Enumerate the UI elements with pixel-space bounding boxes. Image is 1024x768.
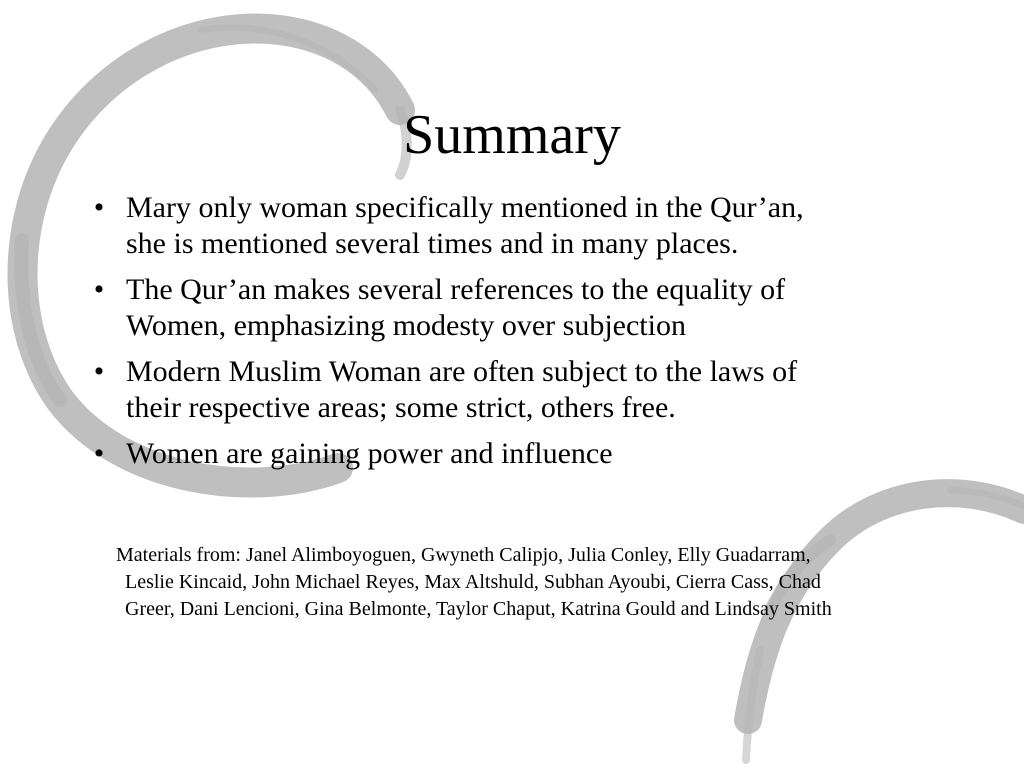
- bullet-line: Women are gaining power and influence: [126, 437, 613, 470]
- bullet-line: she is mentioned several times and in many places.: [126, 227, 739, 260]
- bullet-line: Women, emphasizing modesty over subjection: [126, 309, 686, 342]
- bullet-line: their respective areas; some strict, others free.: [126, 391, 676, 424]
- bullet-line: Mary only woman specifically mentioned in the Qur’an,: [126, 191, 804, 224]
- bullet-item: [84, 354, 944, 426]
- bullet-dot-icon: •: [93, 355, 105, 388]
- credits-text: [116, 542, 946, 623]
- bullet-line: The Qur’an makes several references to the equality of: [126, 273, 786, 306]
- bullet-line: Modern Muslim Woman are often subject to the laws of: [126, 355, 798, 388]
- bullet-text: [126, 191, 804, 260]
- bullet-text: [126, 437, 613, 470]
- credits-line: Leslie Kincaid, John Michael Reyes, Max Altshuld, Subhan Ayoubi, Cierra Cass, Chad: [125, 571, 821, 593]
- slide-title: Summary: [403, 104, 621, 166]
- credits-line: Greer, Dani Lencioni, Gina Belmonte, Taylor Chaput, Katrina Gould and Lindsay Smith: [125, 598, 832, 620]
- bullet-item: [84, 436, 944, 472]
- bullet-item: [84, 190, 944, 262]
- bullet-text: [126, 355, 797, 424]
- bullet-text: [126, 273, 785, 342]
- bullet-list: [84, 190, 944, 482]
- bullet-dot-icon: •: [93, 437, 105, 470]
- credits-line: Materials from: Janel Alimboyoguen, Gwyneth Calipjo, Julia Conley, Elly Guadarram,: [116, 544, 811, 566]
- bullet-dot-icon: •: [93, 273, 105, 306]
- bottom-right-brush-circle: [746, 490, 1024, 760]
- bullet-dot-icon: •: [93, 191, 105, 224]
- bullet-item: [84, 272, 944, 344]
